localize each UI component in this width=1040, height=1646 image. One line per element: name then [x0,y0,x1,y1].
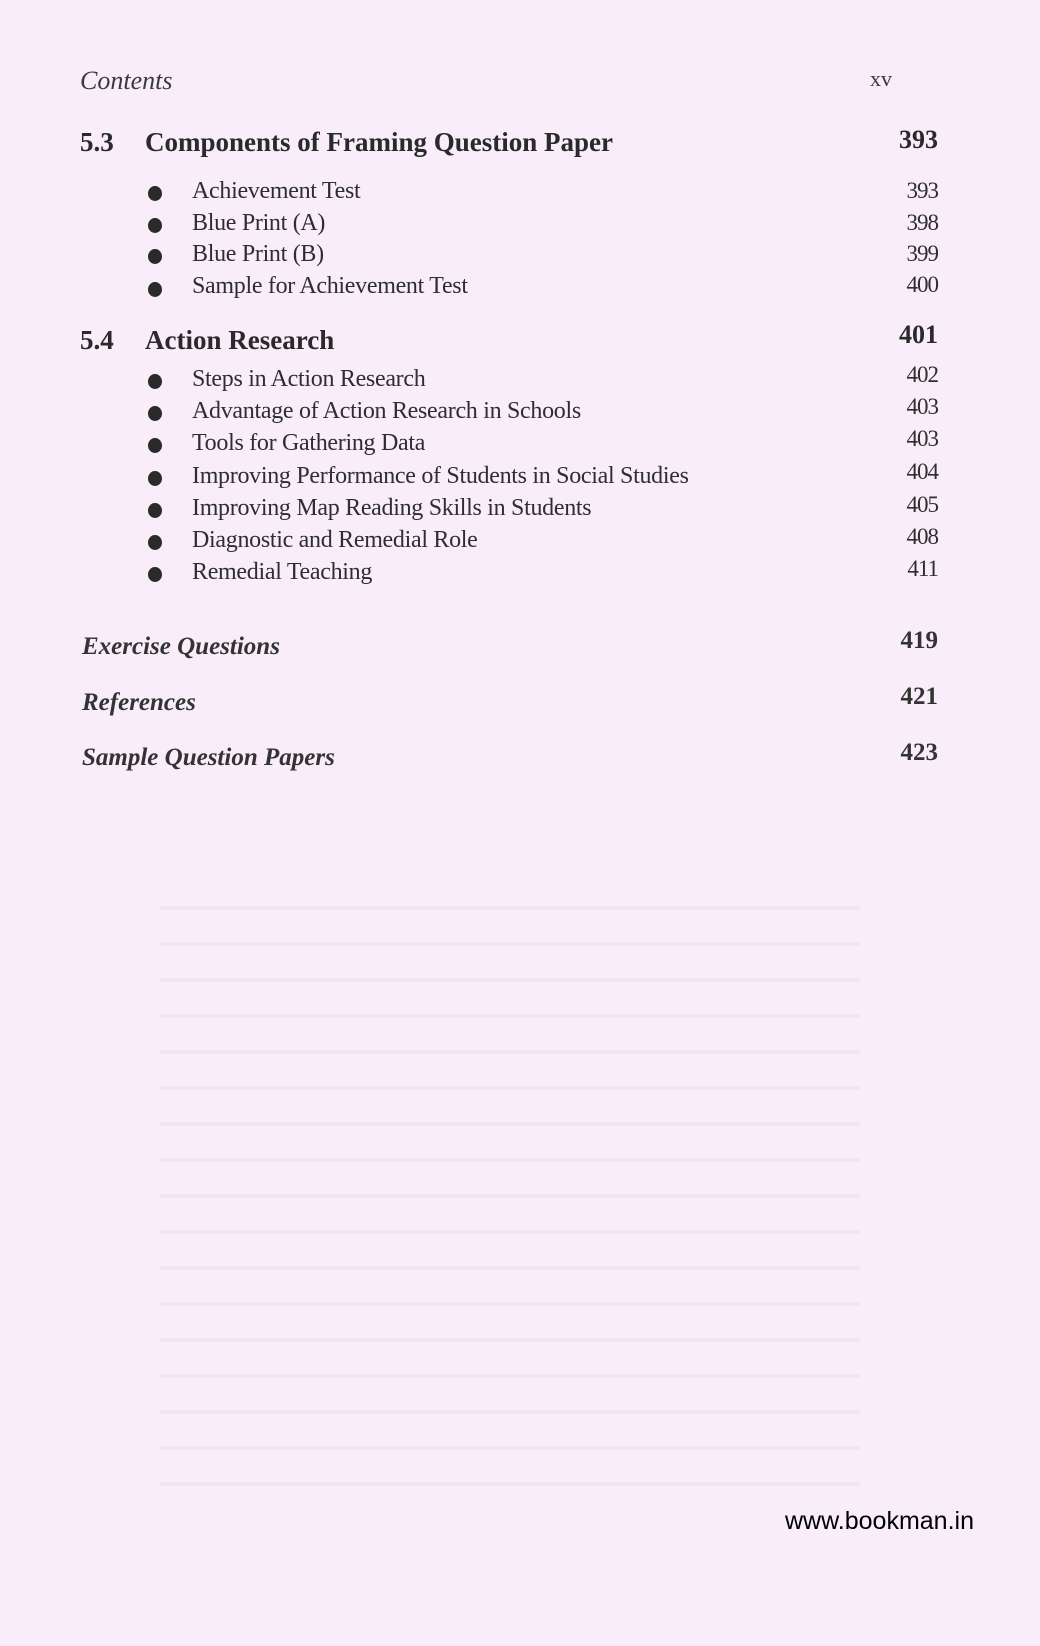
bullet-icon [148,249,162,264]
toc-item-label: Diagnostic and Remedial Role [192,527,478,553]
toc-item-label: Achievement Test [192,178,361,204]
bullet-icon [148,282,162,297]
section-title: Action Research [145,325,335,355]
back-matter-title: Exercise Questions [82,633,280,660]
bullet-icon [148,503,162,518]
toc-item-label: Tools for Gathering Data [192,430,426,456]
toc-item-page: 400 [906,272,938,297]
toc-item-page: 393 [906,178,938,203]
section-page: 393 [899,125,938,154]
toc-item-page: 405 [906,492,938,517]
toc-item-label: Remedial Teaching [192,559,373,585]
back-matter-title: Sample Question Papers [82,744,335,771]
toc-item-label: Improving Performance of Students in Social Studies [192,463,689,489]
bullet-icon [148,471,162,486]
toc-item-label: Sample for Achievement Test [192,273,468,299]
toc-item-label: Steps in Action Research [192,366,426,392]
section-page: 401 [899,320,938,349]
toc-item-page: 408 [906,524,938,549]
publisher-website[interactable]: www.bookman.in [785,1507,974,1535]
toc-item-page: 403 [906,394,938,419]
toc-item-label: Blue Print (B) [192,241,324,267]
back-matter-page: 419 [900,627,938,654]
bullet-icon [148,218,162,233]
toc-item-page: 404 [906,459,938,484]
section-number: 5.4 [80,325,114,355]
toc-item-label: Improving Map Reading Skills in Students [192,495,592,521]
bullet-icon [148,406,162,421]
bullet-icon [148,186,162,201]
toc-item-page: 411 [907,556,938,581]
show-through-texture [160,880,860,1500]
toc-item-page: 402 [906,362,938,387]
section-number: 5.3 [80,127,114,157]
bullet-icon [148,374,162,389]
toc-item-page: 398 [906,210,938,235]
running-head: Contents [80,66,173,95]
back-matter-page: 423 [900,739,938,766]
toc-item-page: 403 [906,426,938,451]
bullet-icon [148,535,162,550]
back-matter-page: 421 [900,683,938,710]
back-matter-title: References [82,689,196,716]
section-title: Components of Framing Question Paper [145,127,613,157]
toc-item-page: 399 [906,241,938,266]
page-folio: xv [870,66,892,91]
bullet-icon [148,438,162,453]
bullet-icon [148,567,162,582]
toc-item-label: Advantage of Action Research in Schools [192,398,581,424]
toc-item-label: Blue Print (A) [192,210,326,236]
